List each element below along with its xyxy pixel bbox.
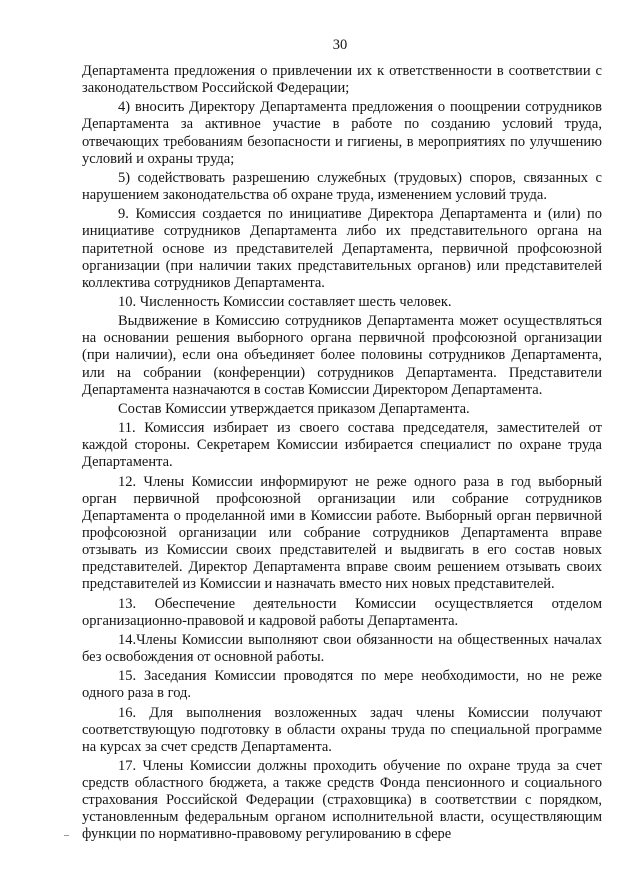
paragraph-clause-13: 13. Обеспечение деятельности Комиссии осуществляется отделом организационно-правовой и кадровой работы Департамента.: [82, 595, 602, 629]
paragraph-item-5: 5) содействовать разрешению служебных (трудовых) споров, связанных с нарушением законодательства об охране труда, изменением условий труда.: [82, 169, 602, 204]
paragraph-composition: Состав Комиссии утверждается приказом Департамента.: [118, 400, 470, 417]
paragraph-clause-9: 9. Комиссия создается по инициативе Директора Департамента и (или) по инициативе сотрудников Департамента либо их представительного органа на паритетной основе из представителей Департамента, первичной профсоюзной организации (при наличии таких представительных органов) или представителей коллектива сотрудников Департамента.: [82, 206, 602, 291]
paragraph-item-4: 4) вносить Директору Департамента предложения о поощрении сотрудников Департамента за активное участие в работе по созданию условий труда, отвечающих требованиям безопасности и гигиены, в мероприятиях по улучшению условий и охраны труда;: [82, 99, 602, 167]
paragraph-clause-14: 14.Члены Комиссии выполняют свои обязанности на общественных началах без освобождения от основной работы.: [82, 631, 602, 665]
scan-artifact-mark: [64, 835, 69, 836]
paragraph-clause-15: 15. Заседания Комиссии проводятся по мере необходимости, но не реже одного раза в год.: [82, 668, 602, 702]
paragraph-clause-16: 16. Для выполнения возложенных задач члены Комиссии получают соответствующую подготовку в области охраны труда по специальной программе на курсах за счет средств Департамента.: [82, 704, 602, 755]
paragraph-clause-10: 10. Численность Комиссии составляет шесть человек.: [118, 293, 452, 310]
paragraph-clause-17: 17. Члены Комиссии должны проходить обучение по охране труда за счет средств областного бюджета, а также средств Фонда пенсионного и социального страхования Российской Федерации (страховщика) в соответствии с порядком, установленным федеральным органом исполнительной власти, осуществляющим функции по нормативно-правовому регулированию в сфере: [82, 758, 602, 843]
paragraph-nomination: Выдвижение в Комиссию сотрудников Департамента может осуществляться на основании решения выборного органа первичной профсоюзной организации (при наличии), если она объединяет более половины сотрудников Департамента, или на собрании (конференции) сотрудников Департамента. Представители Департамента назначаются в состав Комиссии Директором Департамента.: [82, 313, 602, 398]
document-body: [82, 63, 602, 846]
paragraph-clause-12: 12. Члены Комиссии информируют не реже одного раза в год выборный орган первичной профсоюзной организации или собрание сотрудников Департамента о проделанной ими в Комиссии работе. Выборный орган первичной профсоюзной организации или собрание сотрудников Департамента вправе отзывать из Комиссии своих представителей и выдвигать в его состав новых представителей. Директор Департамента вправе своим решением отзывать своих представителей из Комиссии и назначать вместо них новых представителей.: [82, 473, 602, 593]
page-number: 30: [332, 37, 348, 53]
paragraph-clause-11: 11. Комиссия избирает из своего состава председателя, заместителей от каждой стороны. Секретарем Комиссии избирается специалист по охране труда Департамента.: [82, 420, 602, 471]
paragraph-continuation: Департамента предложения о привлечении их к ответственности в соответствии с законодательством Российской Федерации;: [82, 63, 602, 97]
